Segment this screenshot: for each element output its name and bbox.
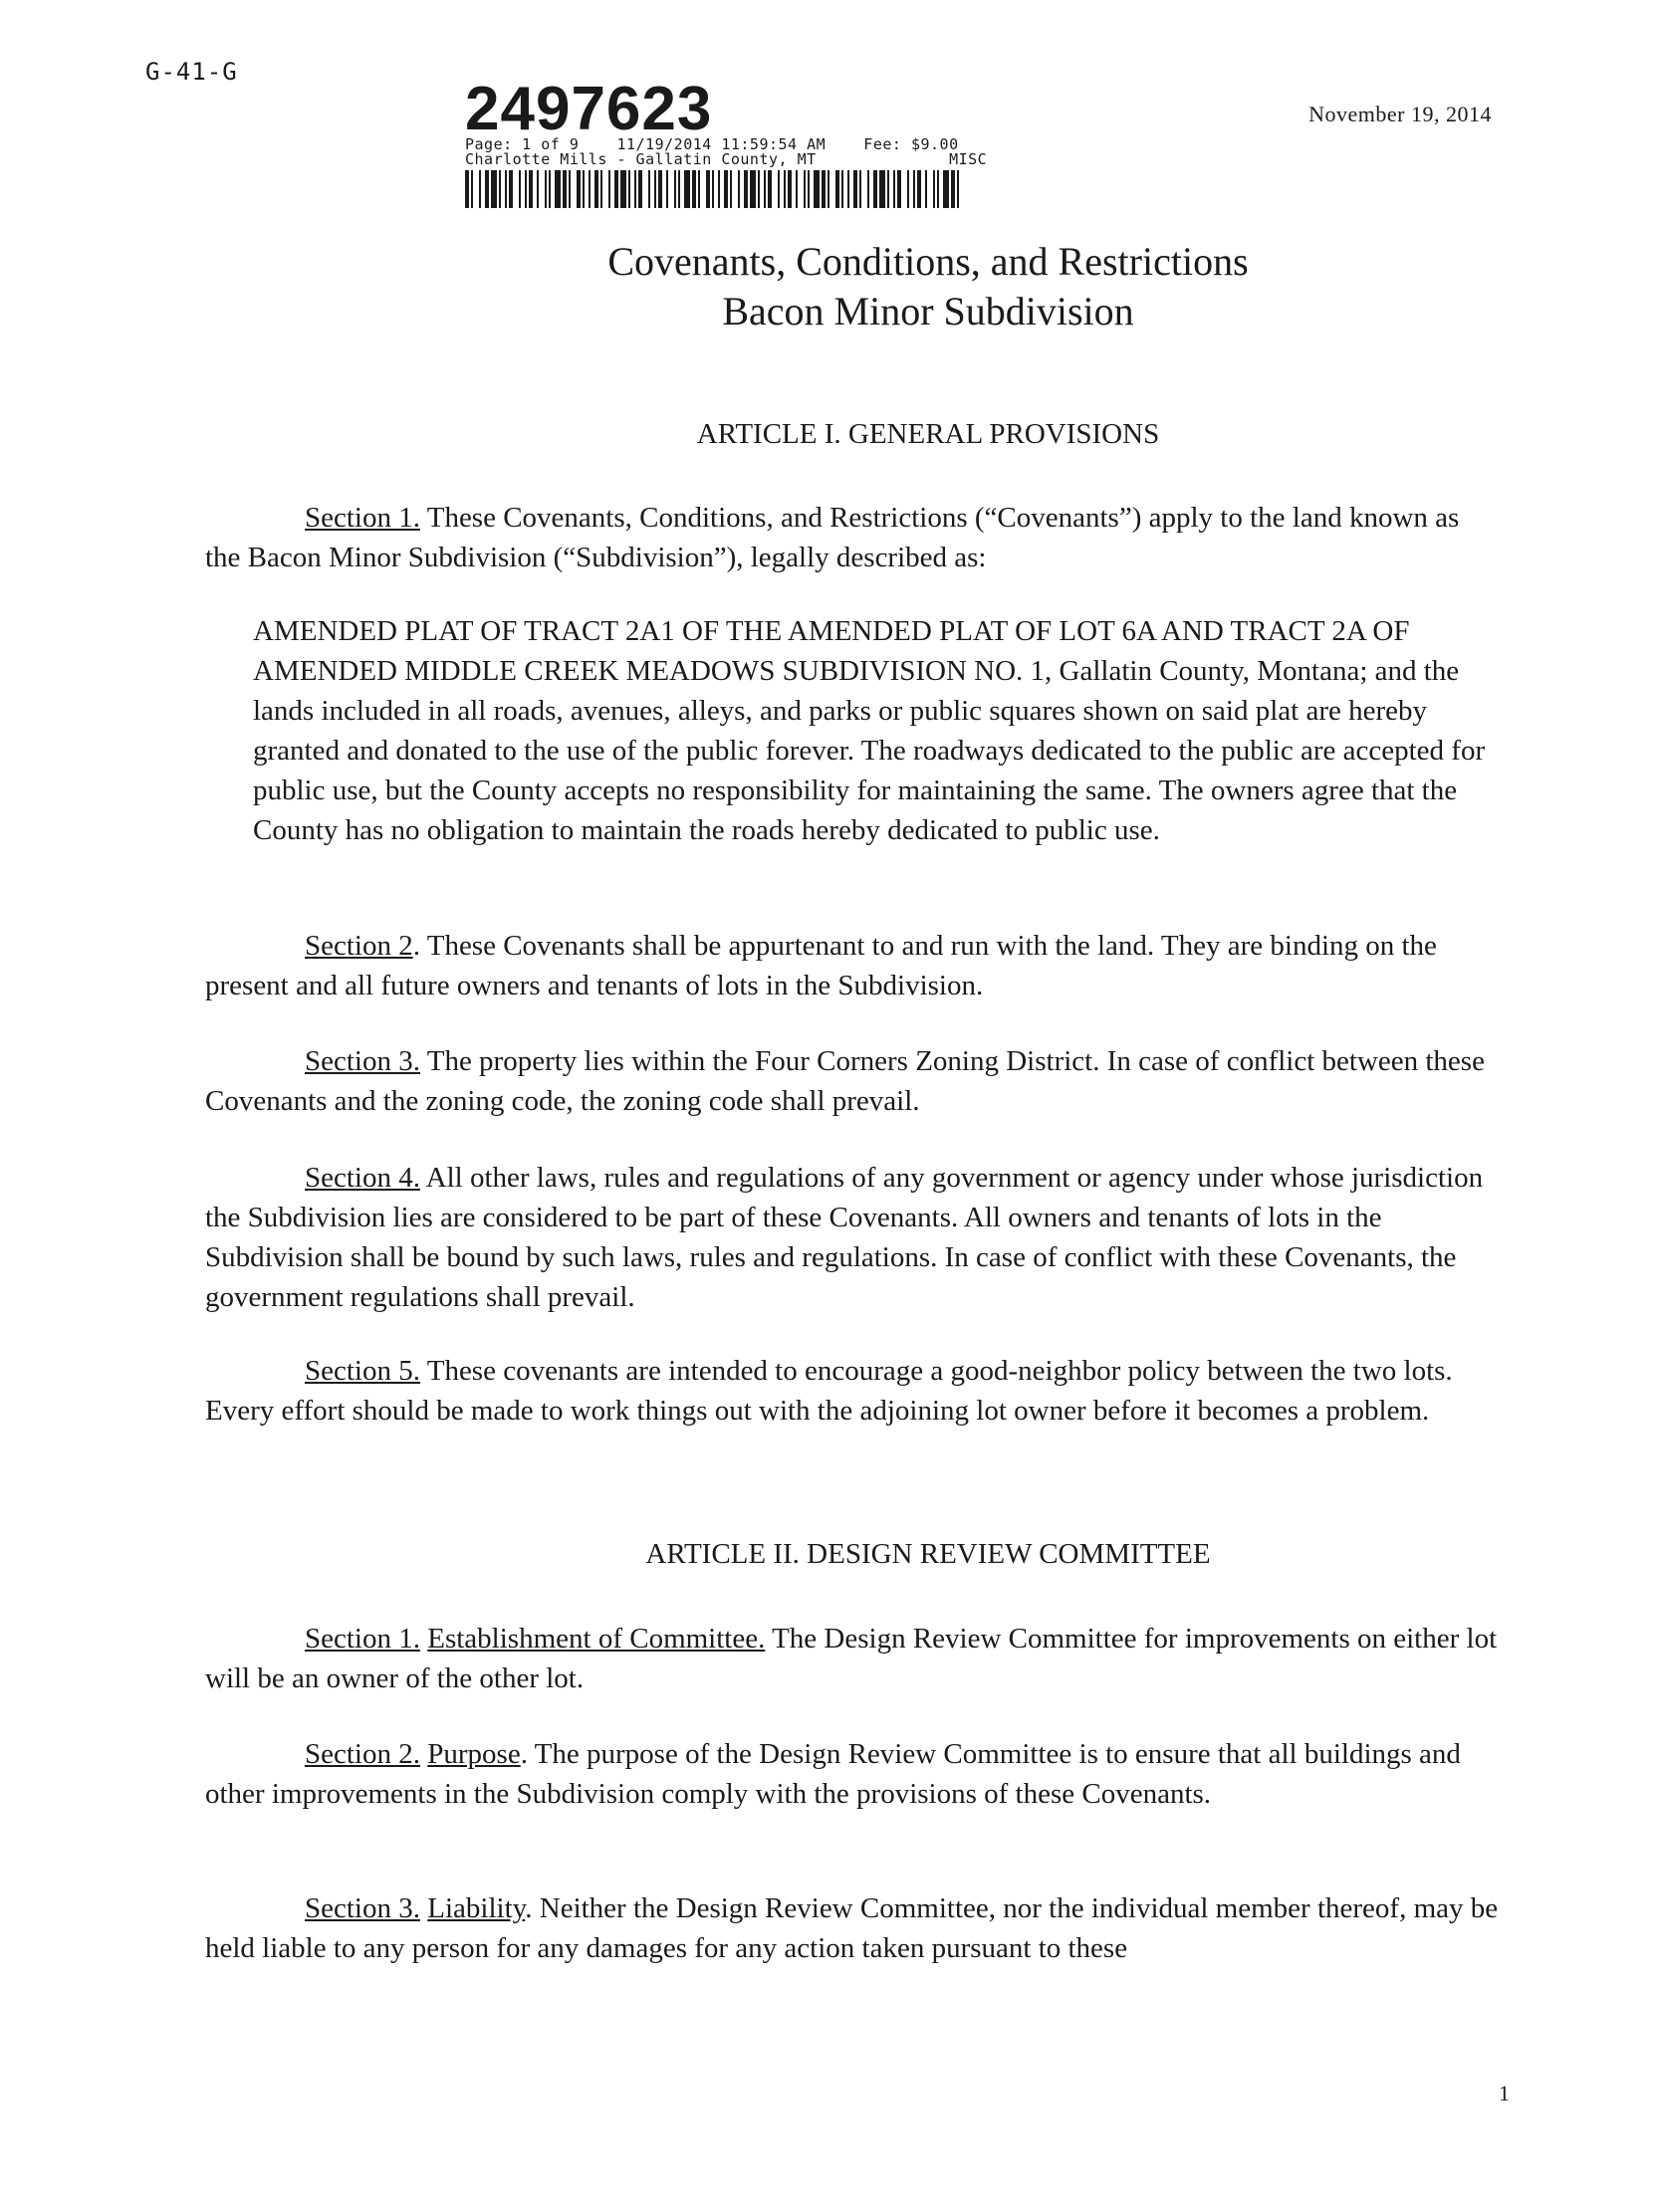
section-text: These Covenants, Conditions, and Restrictions (“Covenants”) apply to the land known as the Bacon Minor Subdivision (“Subdivision”), legally described as: bbox=[205, 502, 1460, 573]
section-label: Section 1. bbox=[305, 1623, 420, 1655]
corner-reference-code: G-41-G bbox=[145, 58, 238, 86]
document-date: November 19, 2014 bbox=[1308, 102, 1492, 126]
article-1-section-4 bbox=[205, 1158, 1500, 1317]
title-line-1: Covenants, Conditions, and Restrictions bbox=[607, 239, 1249, 284]
section-text: The property lies within the Four Corners Zoning District. In case of conflict between these Covenants and the zoning code, the zoning code shall prevail. bbox=[205, 1045, 1485, 1117]
section-text: . These Covenants shall be appurtenant to and run with the land. They are binding on the present and all future owners and tenants of lots in the Subdivision. bbox=[205, 930, 1437, 1001]
section-label: Section 2 bbox=[305, 930, 413, 962]
section-text: . The purpose of the Design Review Committee is to ensure that all buildings and other improvements in the Subdivision comply with the provisions of these Covenants. bbox=[205, 1738, 1461, 1810]
section-text: These covenants are intended to encourage a good-neighbor policy between the two lots. Every effort should be made to work things out with the adjoining lot owner before it becomes a problem. bbox=[205, 1355, 1453, 1427]
section-label: Section 3. bbox=[305, 1045, 420, 1077]
section-label: Section 2. bbox=[305, 1738, 420, 1770]
recording-stamp bbox=[465, 75, 1023, 208]
article-2-section-1 bbox=[205, 1619, 1500, 1698]
section-label: Section 5. bbox=[305, 1355, 420, 1387]
barcode-icon bbox=[465, 170, 963, 208]
recording-number: 2497623 bbox=[465, 75, 713, 143]
section-title: Liability bbox=[427, 1892, 526, 1924]
article-1-section-3 bbox=[205, 1041, 1500, 1121]
section-title: Purpose bbox=[427, 1738, 521, 1770]
section-label: Section 1. bbox=[305, 502, 420, 534]
recording-page-info: Page: 1 of 9 11/19/2014 11:59:54 AM Fee: $9.00 bbox=[465, 135, 959, 153]
article-2-section-2 bbox=[205, 1734, 1500, 1814]
section-title: Establishment of Committee. bbox=[427, 1623, 766, 1655]
article-1-heading: ARTICLE I. GENERAL PROVISIONS bbox=[696, 418, 1160, 450]
page-number: 1 bbox=[1499, 2081, 1510, 2105]
article-1-section-5 bbox=[205, 1351, 1500, 1431]
title-line-2: Bacon Minor Subdivision bbox=[722, 289, 1134, 333]
section-text: All other laws, rules and regulations of any government or agency under whose jurisdiction the Subdivision lies are considered to be part of these Covenants. All owners and tenants of lots in the Subdivision shall be bound by such laws, rules and regulations. In case of conflict with these Covenants, the government regulations shall prevail. bbox=[205, 1162, 1484, 1313]
section-label: Section 4. bbox=[305, 1162, 420, 1194]
document-title bbox=[0, 237, 1657, 336]
article-2-heading: ARTICLE II. DESIGN REVIEW COMMITTEE bbox=[645, 1538, 1211, 1570]
section-text: The Design Review Committee for improvements on either lot will be an owner of the other lot. bbox=[205, 1623, 1498, 1694]
legal-description: AMENDED PLAT OF TRACT 2A1 OF THE AMENDED PLAT OF LOT 6A AND TRACT 2A OF AMENDED MIDDLE CREEK MEADOWS SUBDIVISION NO. 1, Gallatin County, Montana; and the lands included in all roads, avenues, alleys, and parks or public squares shown on said plat are hereby granted and donated to the use of the public forever. The roadways dedicated to the public are accepted for public use, but the County accepts no responsibility for maintaining the same. The owners agree that the County has no obligation to maintain the roads hereby dedicated to public use. bbox=[253, 615, 1486, 846]
article-1-section-2 bbox=[205, 926, 1500, 1005]
recording-county-info: Charlotte Mills - Gallatin County, MT MISC bbox=[465, 150, 988, 168]
section-text: . Neither the Design Review Committee, nor the individual member thereof, may be held liable to any person for any damages for any action taken pursuant to these bbox=[205, 1892, 1499, 1964]
article-1-section-1 bbox=[205, 498, 1500, 577]
article-2-section-3 bbox=[205, 1888, 1500, 1968]
section-label: Section 3. bbox=[305, 1892, 420, 1924]
